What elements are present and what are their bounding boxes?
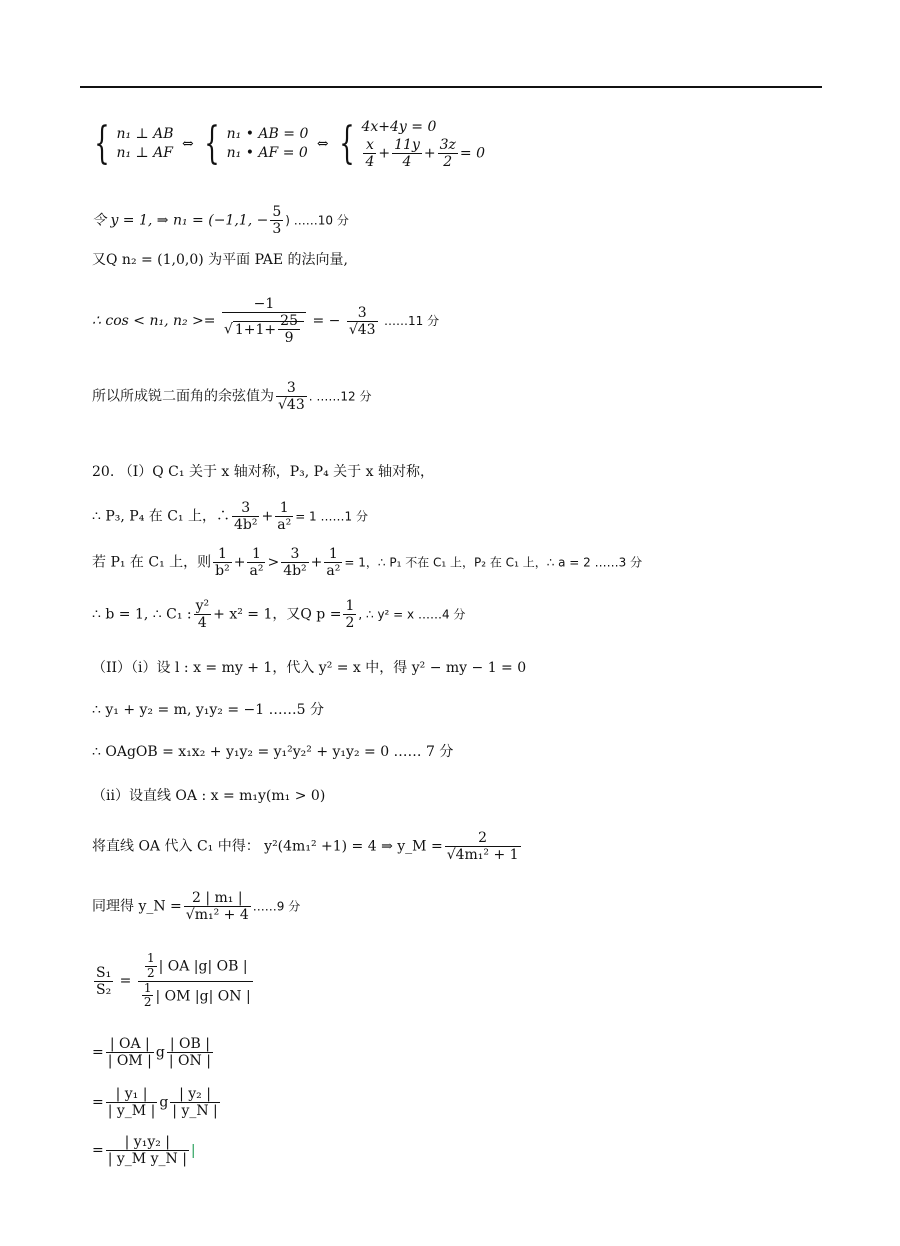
equiv-arrow: ⇔: [182, 135, 194, 152]
problem-20-intro: 20. （I）Q C₁ 关于 x 轴对称，P₃, P₄ 关于 x 轴对称，: [92, 464, 434, 480]
line-ym: 将直线 OA 代入 C₁ 中得： y²(4m₁² +1) = 4 ⇒ y_M = $\frac{2}{\text{√4m₁² + 1}}$: [92, 830, 519, 864]
line-cosine: ∴ cos < n₁, n₂ >= −1 √ 1+1+ $\frac{25}{9}$ = − $\frac{3}{√43}$ ……11 分: [92, 296, 440, 347]
left-brace-2: {: [204, 118, 220, 170]
line-conclusion: 所以所成锐二面角的余弦值为 $\frac{3}{√43}$ . ……12 分: [92, 380, 372, 414]
equiv-arrow-2: ⇔: [316, 135, 329, 152]
header-rule: [80, 86, 822, 88]
line-normal-vector-n1: 令 y = 1, ⇒ n₁ = (−1,1, − $\frac{5}{3}$ ) ……10 分: [92, 204, 349, 238]
green-mark: |: [190, 1142, 196, 1159]
line-c1-equation: ∴ b = 1, ∴ C₁ : $\frac{\text{y²}}{4}$ + x² = 1，又Q p = $\frac{1}{2}$ , ∴ y² = x ……4 分: [92, 598, 466, 632]
line-area-ratio: $\frac{\text{S₁}}{\text{S₂}}$ = $\frac{1}{2}$ | OA |g| OB | $\frac{1}{2}$ | OM |g| ON |: [96, 951, 251, 1010]
line-p1-check: 若 P₁ 在 C₁ 上，则 $\frac{1}{\text{b²}}$ + $\frac{1}{\text{a²}}$ > $\frac{3}{\text{4b²}}$ + $\frac{1}{\text{a²}}$ = 1，∴ P₁ 不在 C₁ 上，P₂ 在 C₁ 上，∴ a = 2 ……3 分: [92, 546, 643, 580]
line-ratio-3: = $\frac{\text{| y₁ |}}{| y\_M |}$ g $\frac{\text{| y₂ |}}{| y\_N |}$: [92, 1086, 218, 1120]
line-normal-vector-n2: 又Q n₂ = (1,0,0) 为平面 PAE 的法向量,: [92, 252, 348, 268]
line-part-ii-i: （II）（i）设 l : x = my + 1，代入 y² = x 中，得 y² − my − 1 = 0: [92, 660, 527, 676]
line-dot-product: ∴ OAgOB = x₁x₂ + y₁y₂ = y₁²y₂² + y₁y₂ = 0 …… 7 分: [92, 744, 454, 760]
line-yn: 同理得 y_N = $\frac{\text{2 | m₁ |}}{\text{√m₁² + 4}}$ ……9 分: [92, 890, 301, 924]
line-vieta: ∴ y₁ + y₂ = m, y₁y₂ = −1 ……5 分: [92, 702, 324, 718]
dot-eq-1: n₁ • AB = 0: [226, 126, 309, 143]
left-brace: {: [94, 118, 110, 170]
line-ratio-2: = $\frac{| OA |}{| OM |}$ g $\frac{| OB |}{| ON |}$: [92, 1036, 211, 1070]
linear-eq-1: 4x+4y = 0: [361, 119, 437, 135]
left-brace-3: {: [339, 118, 355, 170]
equation-system: [92, 118, 485, 170]
dot-eq-2: n₁ • AF = 0: [226, 145, 308, 162]
line-ratio-4: = $\frac{\text{| y₁y₂ |}}{\text{| y\_M y\_N |}}$ |: [92, 1134, 196, 1168]
linear-eq-2: $\frac{x}{4}$ + $\frac{11y}{4}$ + $\frac{3z}{2}$ = 0: [365, 136, 485, 170]
line-part-ii-ii: （ii）设直线 OA : x = m₁y(m₁ > 0): [92, 788, 326, 804]
line-p3-p4: ∴ P₃, P₄ 在 C₁ 上，∴ $\frac{3}{\text{4b²}}$ + $\frac{1}{\text{a²}}$ = 1 ……1 分: [92, 500, 368, 534]
cond-1: n₁ ⊥ AB: [116, 126, 174, 143]
cond-2: n₁ ⊥ AF: [116, 145, 173, 162]
